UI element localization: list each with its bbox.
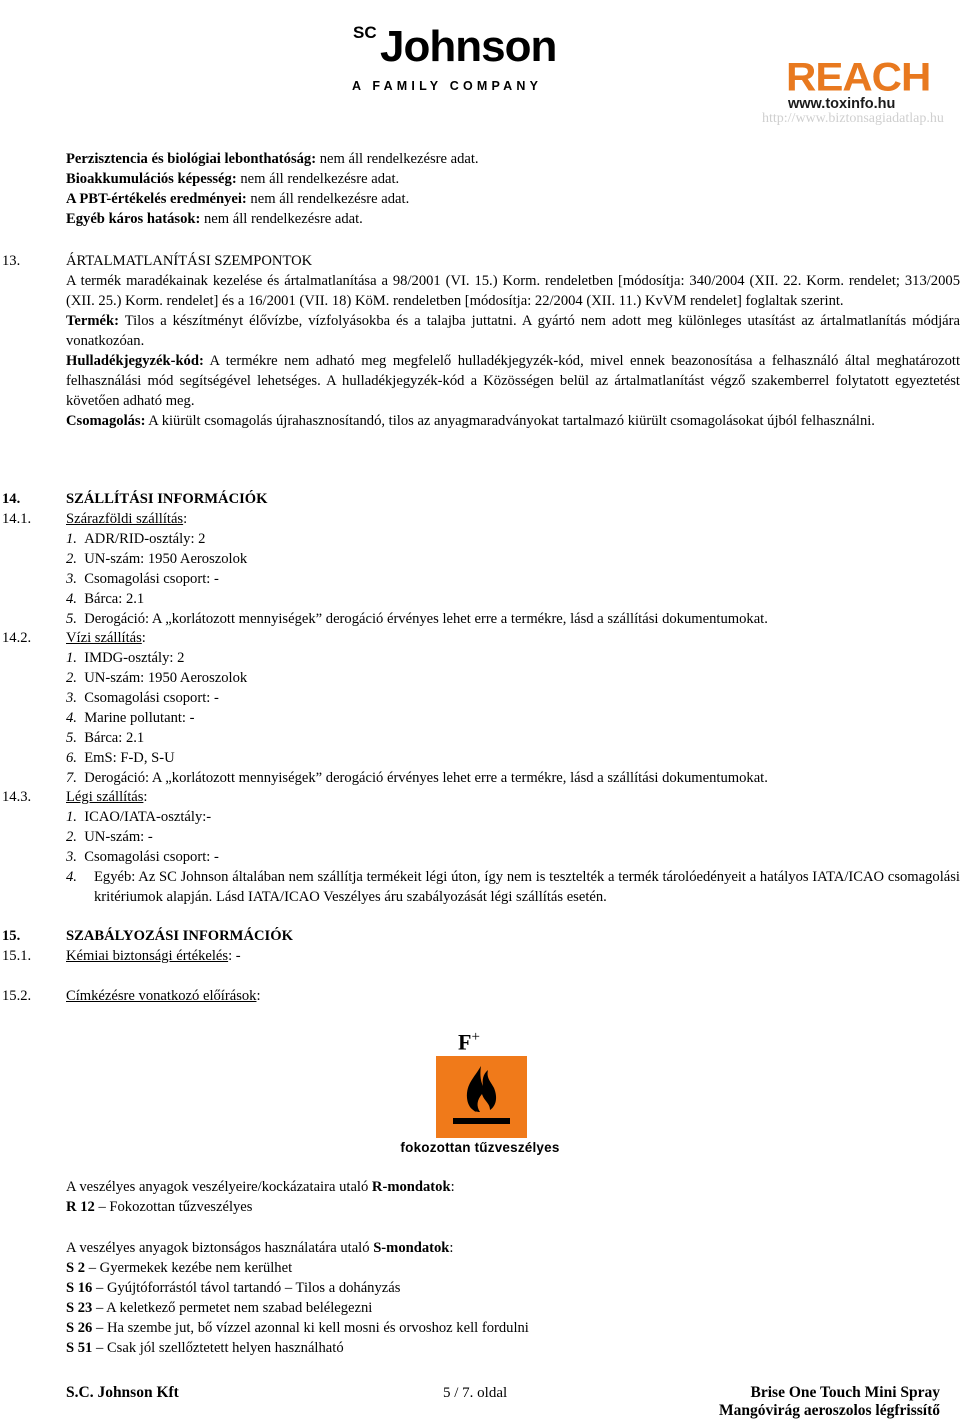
r-phrase-intro: A veszélyes anyagok veszélyeire/kockázataira utaló R-mondatok: bbox=[66, 1179, 455, 1195]
logo-name: Johnson bbox=[380, 22, 557, 71]
packaging: Csomagolás: A kiürült csomagolás újrahasznosítandó, tilos az anyagmaradványokat tartalmazó kiürült csomagolásokat újból felhasználni. bbox=[66, 413, 875, 429]
disposal-regulation: A termék maradékainak kezelése és ártalmatlanítása a 98/2001 (VI. 15.) Korm. rendeletben [módosítja: 340/2004 (XII. 22. Korm. rendelet; 313/2005 (XII. 25.) Korm. rendelet] és a 16/2001 (VII. 18) KöM. rendeletben [módosítja: 22/2004 (XII. 11.) KvVM rendelet] foglaltak szerint. bbox=[66, 273, 960, 309]
logo-tagline: A FAMILY COMPANY bbox=[352, 79, 543, 93]
land-number: 14.1. bbox=[2, 511, 32, 527]
section-14-number: 14. bbox=[2, 491, 21, 507]
list-item: 4. Egyéb: Az SC Johnson általában nem szállítja termékeit légi úton, így nem is tesztelték a termék tárolóedényeit a hatályos IATA/ICAO csomagolási kritériumok alapján. Lásd IATA/ICAO Veszélyes áru szabályozását légi szállítás esetén. bbox=[66, 869, 960, 905]
list-item: 2. UN-szám: 1950 Aeroszolok bbox=[66, 551, 248, 567]
hazard-code: F+ bbox=[458, 1029, 480, 1055]
section-15-title: SZABÁLYOZÁSI INFORMÁCIÓK bbox=[66, 928, 293, 944]
line-persistence: Perzisztencia és biológiai lebonthatóság: nem áll rendelkezésre adat. bbox=[66, 151, 479, 167]
land-heading: Szárazföldi szállítás: bbox=[66, 511, 188, 527]
line-bioaccumulation: Bioakkumulációs képesség: nem áll rendelkezésre adat. bbox=[66, 171, 400, 187]
reach-brand: REACH bbox=[786, 54, 931, 99]
list-item: 5. Derogáció: A „korlátozott mennyiségek” derogáció érvényes lehet erre a termékre, lásd a szállítási dokumentumokat. bbox=[66, 611, 768, 627]
list-item: 5. Bárca: 2.1 bbox=[66, 730, 145, 746]
list-item: 1. ICAO/IATA-osztály:- bbox=[66, 809, 212, 825]
line-other-effects: Egyéb káros hatások: nem áll rendelkezésre adat. bbox=[66, 211, 363, 227]
list-item: 3. Csomagolási csoport: - bbox=[66, 690, 219, 706]
reach-url[interactable]: http://www.biztonsagiadatlap.hu bbox=[762, 111, 944, 126]
chem-safety-heading: Kémiai biztonsági értékelés: - bbox=[66, 948, 241, 964]
header-dates bbox=[2, 0, 235, 38]
section-12-tail bbox=[66, 149, 960, 229]
s-phrase-intro: A veszélyes anyagok biztonságos használatára utaló S-mondatok: bbox=[66, 1240, 454, 1256]
r-phrase: R 12 – Fokozottan tűzveszélyes bbox=[66, 1199, 253, 1215]
list-item: 4. Bárca: 2.1 bbox=[66, 591, 145, 607]
line-pbt: A PBT-értékelés eredményei: nem áll rendelkezésre adat. bbox=[66, 191, 410, 207]
list-item: 1. IMDG-osztály: 2 bbox=[66, 650, 185, 666]
section-13-body bbox=[66, 271, 960, 431]
product-disposal: Termék: Tilos a készítményt élővízbe, vízfolyásokba és a talajba juttatni. A gyártó nem adott meg különleges utasítást az ártalmatlanítás módjára vonatkozóan. bbox=[66, 313, 960, 349]
flame-icon bbox=[436, 1056, 527, 1138]
list-item: 6. EmS: F-D, S-U bbox=[66, 750, 175, 766]
s-phrase: S 26 – Ha szembe jut, bő vízzel azonnal ki kell mosni és orvoshoz kell fordulni bbox=[66, 1320, 529, 1336]
s-phrase: S 23 – A keletkező permetet nem szabad belélegezni bbox=[66, 1300, 373, 1316]
list-item: 3. Csomagolási csoport: - bbox=[66, 849, 219, 865]
land-list bbox=[66, 529, 960, 629]
s-phrase-list bbox=[66, 1258, 960, 1358]
logo-sc: SC bbox=[353, 23, 377, 42]
air-list bbox=[66, 807, 960, 907]
list-item: 3. Csomagolási csoport: - bbox=[66, 571, 219, 587]
reach-site: www.toxinfo.hu bbox=[788, 96, 896, 112]
air-heading: Légi szállítás: bbox=[66, 789, 148, 805]
s-phrase: S 51 – Csak jól szellőztetett helyen használható bbox=[66, 1340, 344, 1356]
air-number: 14.3. bbox=[2, 789, 32, 805]
labeling-number: 15.2. bbox=[2, 988, 32, 1004]
section-14-title: SZÁLLÍTÁSI INFORMÁCIÓK bbox=[66, 491, 268, 507]
water-list bbox=[66, 648, 960, 788]
list-item: 2. UN-szám: 1950 Aeroszolok bbox=[66, 670, 248, 686]
footer-page: 5 / 7. oldal bbox=[443, 1385, 508, 1401]
footer-product: Brise One Touch Mini Spray bbox=[750, 1384, 940, 1401]
list-item: 1. ADR/RID-osztály: 2 bbox=[66, 531, 206, 547]
section-15-number: 15. bbox=[2, 928, 21, 944]
chem-safety-number: 15.1. bbox=[2, 948, 32, 964]
hazard-caption: fokozottan tűzveszélyes bbox=[400, 1140, 560, 1155]
s-phrase: S 16 – Gyújtóforrástól távol tartandó – Tilos a dohányzás bbox=[66, 1280, 401, 1296]
list-item: 2. UN-szám: - bbox=[66, 829, 153, 845]
section-13-number: 13. bbox=[2, 253, 21, 269]
s-phrase: S 2 – Gyermekek kezébe nem kerülhet bbox=[66, 1260, 293, 1276]
footer-company: S.C. Johnson Kft bbox=[66, 1384, 179, 1401]
revised-date: Felülvizsgálat időpontja: - bbox=[2, 20, 165, 37]
section-13-title: ÁRTALMATLANÍTÁSI SZEMPONTOK bbox=[66, 253, 313, 269]
prepared-date: Elkészítés időpontja: 2010. június 14. bbox=[2, 1, 236, 18]
water-number: 14.2. bbox=[2, 630, 32, 646]
list-item: 7. Derogáció: A „korlátozott mennyiségek” derogáció érvényes lehet erre a termékre, lásd a szállítási dokumentumokat. bbox=[66, 770, 768, 786]
water-heading: Vízi szállítás: bbox=[66, 630, 146, 646]
footer-product-variant: Mangóvirág aeroszolos légfrissítő bbox=[719, 1402, 940, 1419]
list-item: 4. Marine pollutant: - bbox=[66, 710, 195, 726]
waste-code: Hulladékjegyzék-kód: A termékre nem adható meg megfelelő hulladékjegyzék-kód, mivel ennek beazonosítása a felhasználó által meghatározott felhasználási mód segítségével lehetséges. A hulladékjegyzék-kód a Közösségen belül az ártalmatlanítást végző szakemberrel folytatott egyeztetést követően adható meg. bbox=[66, 353, 960, 409]
labeling-heading: Címkézésre vonatkozó előírások: bbox=[66, 988, 261, 1004]
